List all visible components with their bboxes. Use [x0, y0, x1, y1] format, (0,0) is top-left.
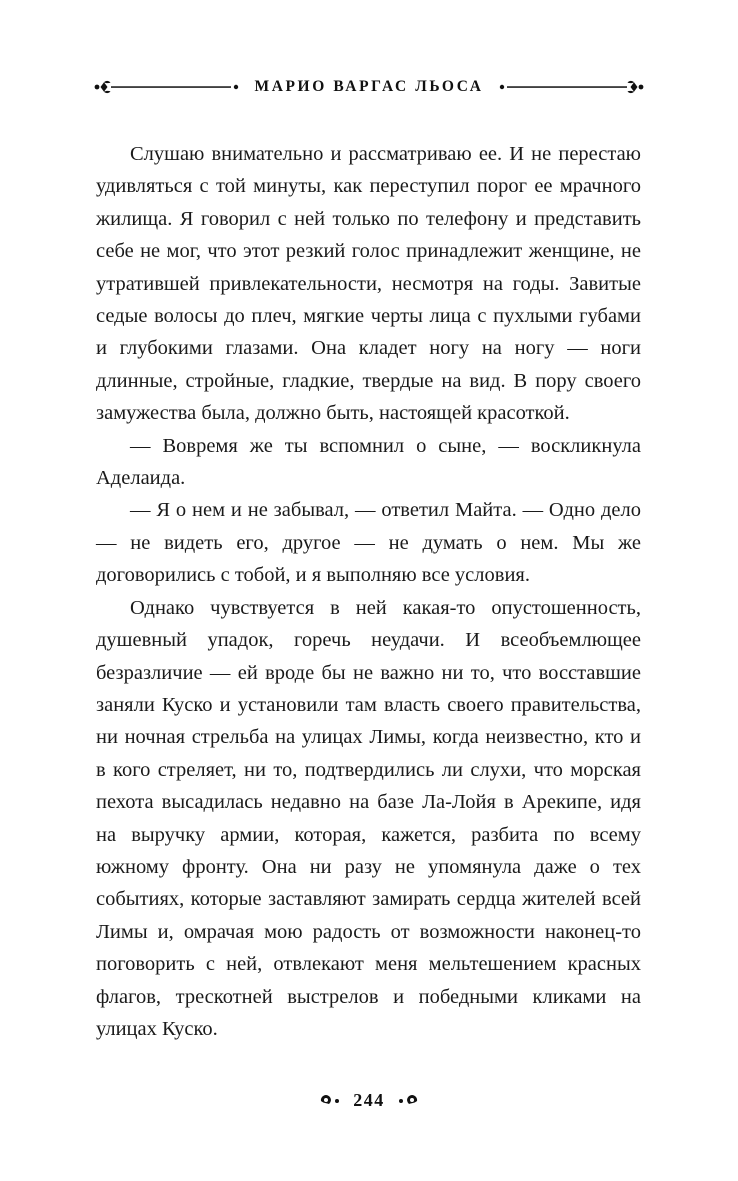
- running-head-title: МАРИО ВАРГАС ЛЬОСА: [254, 78, 484, 95]
- running-head: [0, 0, 738, 96]
- body-text: [0, 96, 738, 1045]
- page-number: 244: [353, 1090, 385, 1110]
- paragraph: — Я о нем и не забывал, — ответил Майта. — Одно дело — не видеть его, другое — не думать о нем. Мы же договорились с тобой, и я выполняю все условия.: [96, 499, 641, 587]
- header-flourish-left-icon: [92, 79, 242, 95]
- header-flourish-right-icon: [496, 79, 646, 95]
- paragraph: Однако чувствуется в ней какая-то опустошенность, душевный упадок, горечь неудачи. И всеобъемлющее безразличие — ей вроде бы не важно ни то, что восставшие заняли Куско и установили там власть своего правительства, ни ночная стрельба на улицах Лимы, когда неизвестно, кто и в кого стреляет, ни то, подтвердились ли слухи, что морская пехота высадилась недавно на базе Ла-Лойя в Арекипе, идя на выручку армии, которая, кажется, разбита по всему южному фронту. Она ни разу не упомянула даже о тех событиях, которые заставляют замирать сердца жителей всей Лимы и, омрачая мою радость от возможности наконец-то поговорить с ней, отвлекают меня мельтешением красных флагов, трескотней выстрелов и победными кликами на улицах Куско.: [96, 596, 641, 1040]
- page-footer: [0, 1090, 738, 1111]
- paragraph: — Вовремя же ты вспомнил о сыне, — воскликнула Аделаида.: [96, 434, 641, 490]
- paragraph: Слушаю внимательно и рассматриваю ее. И не перестаю удивляться с той минуты, как переступил порог ее мрачного жилища. Я говорил с ней только по телефону и представить себе не мог, что этот резкий голос принадлежит женщине, не утратившей привлекательности, несмотря на годы. Завитые седые волосы до плеч, мягкие черты лица с пухлыми губами и глубокими глазами. Она кладет ногу на ногу — ноги длинные, стройные, гладкие, твердые на вид. В пору своего замужества была, должно быть, настоящей красоткой.: [96, 143, 641, 425]
- folio-ornament-left-icon: [318, 1094, 344, 1108]
- folio-ornament-right-icon: [394, 1094, 420, 1108]
